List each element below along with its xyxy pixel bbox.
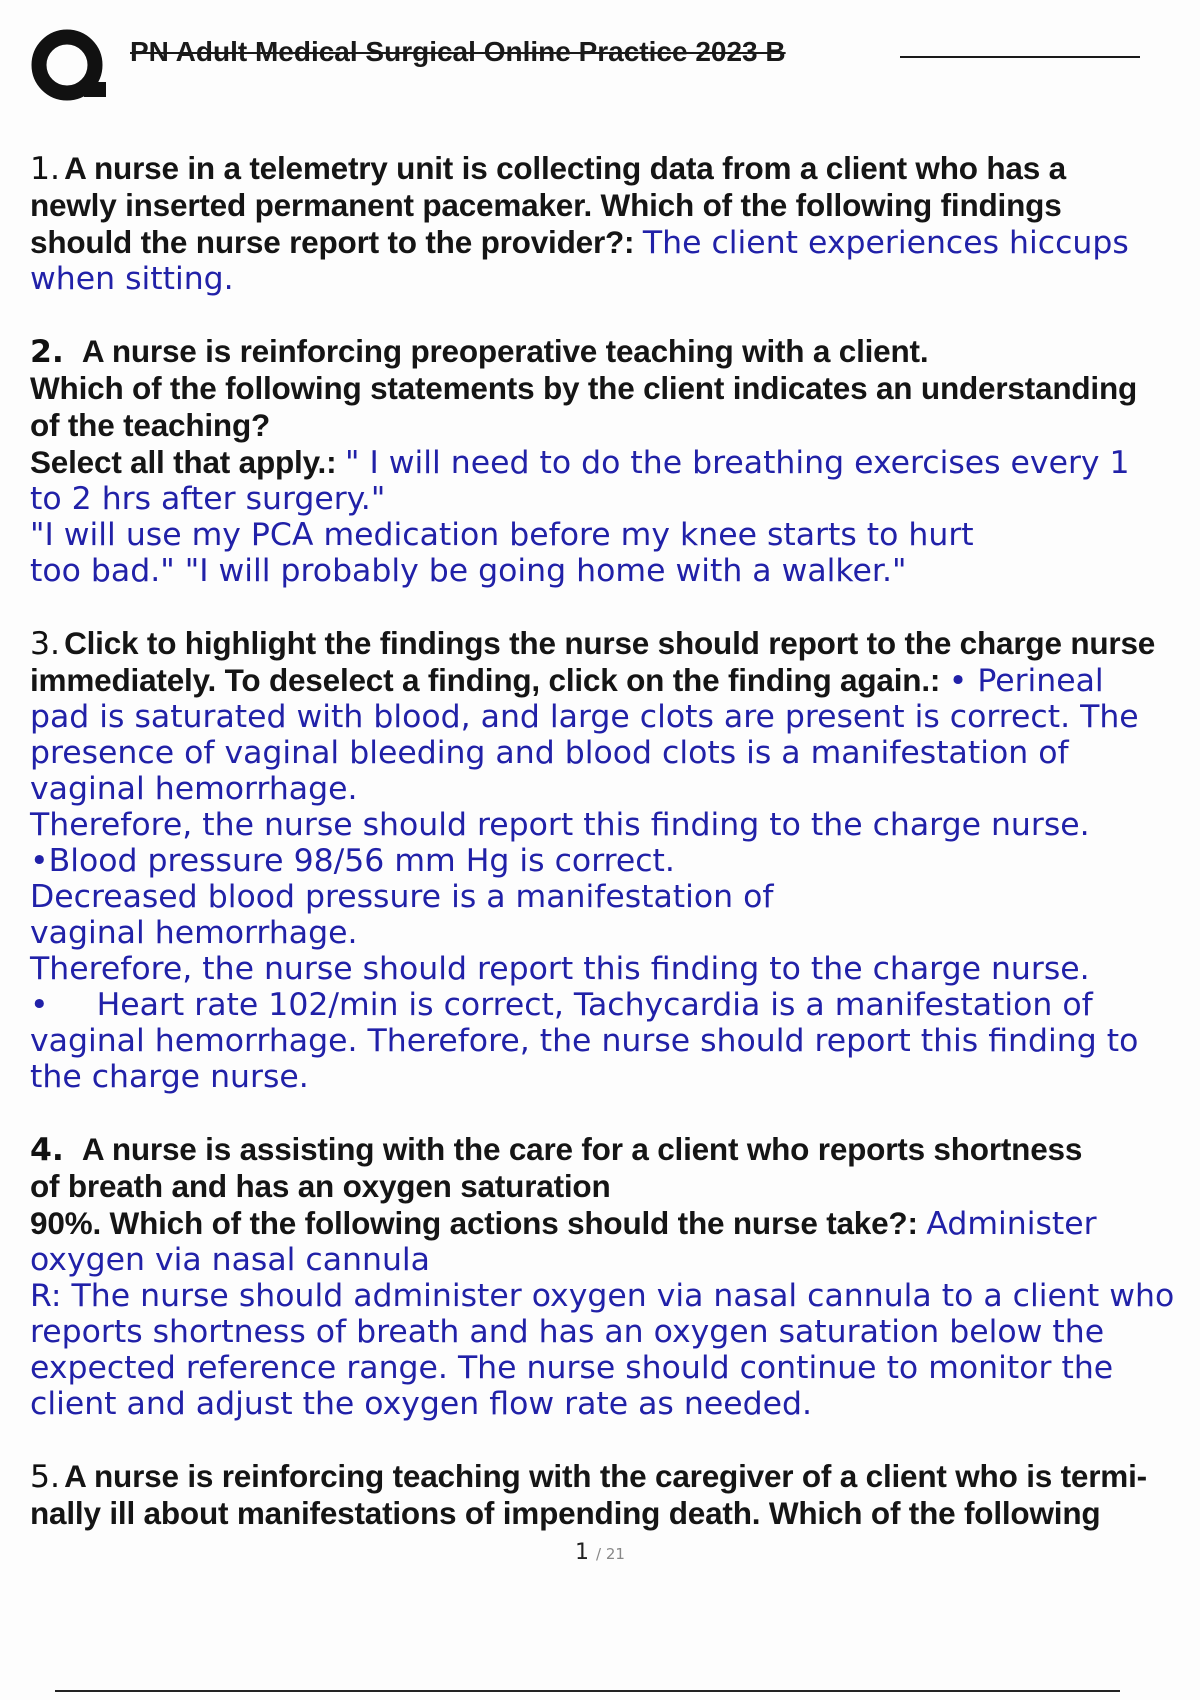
question-number: 5. (30, 1459, 61, 1495)
document-header (30, 28, 1140, 108)
answer-text: presence of vaginal bleeding and blood clots is a manifestation of (30, 735, 1069, 771)
answer-text: vaginal hemorrhage. (30, 915, 358, 951)
question-text: Click to highlight the findings the nurse should report to the charge nurse (64, 625, 1156, 661)
answer-text: Therefore, the nurse should report this finding to the charge nurse. (30, 951, 1090, 987)
question-list (30, 150, 1200, 1568)
answer-text: R: The nurse should administer oxygen via nasal cannula to a client who (30, 1278, 1175, 1314)
answer-text: the charge nurse. (30, 1059, 309, 1095)
question-number: 2. (30, 334, 64, 370)
question-number: 1. (30, 151, 61, 187)
answer-text: client and adjust the oxygen flow rate as needed. (30, 1386, 812, 1422)
answer-text: Administer (926, 1206, 1097, 1242)
answer-text: "I will use my PCA medication before my knee starts to hurt (30, 517, 974, 553)
page-total: / 21 (596, 1545, 625, 1563)
question-text: of breath and has an oxygen saturation (30, 1168, 611, 1204)
question-text: A nurse is assisting with the care for a client who reports shortness (81, 1131, 1083, 1167)
question-text: A nurse is reinforcing teaching with the caregiver of a client who is termi- (64, 1458, 1147, 1494)
answer-text: when sitting. (30, 261, 234, 297)
document-title: PN Adult Medical Surgical Online Practice 2023 B (130, 36, 786, 67)
question-number: 3. (30, 626, 61, 662)
quizlet-logo-icon (30, 28, 110, 108)
answer-text: " I will need to do the breathing exercises every 1 (344, 445, 1130, 481)
answer-text: Decreased blood pressure is a manifestation of (30, 879, 774, 915)
question-5 (30, 1458, 1200, 1532)
question-4 (30, 1131, 1200, 1422)
answer-text: oxygen via nasal cannula (30, 1242, 430, 1278)
answer-text: vaginal hemorrhage. Therefore, the nurse should report this finding to (30, 1023, 1139, 1059)
answer-text: vaginal hemorrhage. (30, 771, 358, 807)
answer-text: pad is saturated with blood, and large clots are present is correct. The (30, 699, 1139, 735)
footer-rule (55, 1690, 1120, 1692)
answer-text: •Blood pressure 98/56 mm Hg is correct. (30, 843, 675, 879)
answer-text: too bad." "I will probably be going home with a walker." (30, 553, 907, 589)
question-text: 90%. Which of the following actions should the nurse take?: (30, 1205, 927, 1241)
question-text: A nurse is reinforcing preoperative teaching with a client. (81, 333, 929, 369)
question-3 (30, 625, 1200, 1095)
question-text: Which of the following statements by the client indicates an understanding (30, 370, 1138, 406)
question-text: Select all that apply.: (30, 444, 345, 480)
answer-text: Therefore, the nurse should report this finding to the charge nurse. (30, 807, 1090, 843)
question-text: of the teaching? (30, 407, 271, 443)
page-indicator (0, 1540, 1200, 1565)
question-text: newly inserted permanent pacemaker. Which of the following findings (30, 187, 1062, 223)
question-text: immediately. To deselect a finding, click on the finding again.: (30, 662, 949, 698)
bullet: • (30, 987, 49, 1023)
answer-text: to 2 hrs after surgery." (30, 481, 386, 517)
answer-text: Heart rate 102/min is correct, Tachycardia is a manifestation of (96, 987, 1093, 1023)
question-text: nally ill about manifestations of impending death. Which of the following (30, 1495, 1101, 1531)
header-rule (900, 56, 1140, 58)
answer-text: reports shortness of breath and has an oxygen saturation below the (30, 1314, 1105, 1350)
question-text: A nurse in a telemetry unit is collecting data from a client who has a (64, 150, 1066, 186)
question-2 (30, 333, 1200, 589)
page-current: 1 (575, 1540, 590, 1565)
question-1 (30, 150, 1200, 297)
question-text: should the nurse report to the provider?: (30, 224, 643, 260)
answer-text: expected reference range. The nurse should continue to monitor the (30, 1350, 1114, 1386)
answer-text: • Perineal (948, 663, 1104, 699)
answer-text: The client experiences hiccups (642, 225, 1129, 261)
question-number: 4. (30, 1132, 64, 1168)
